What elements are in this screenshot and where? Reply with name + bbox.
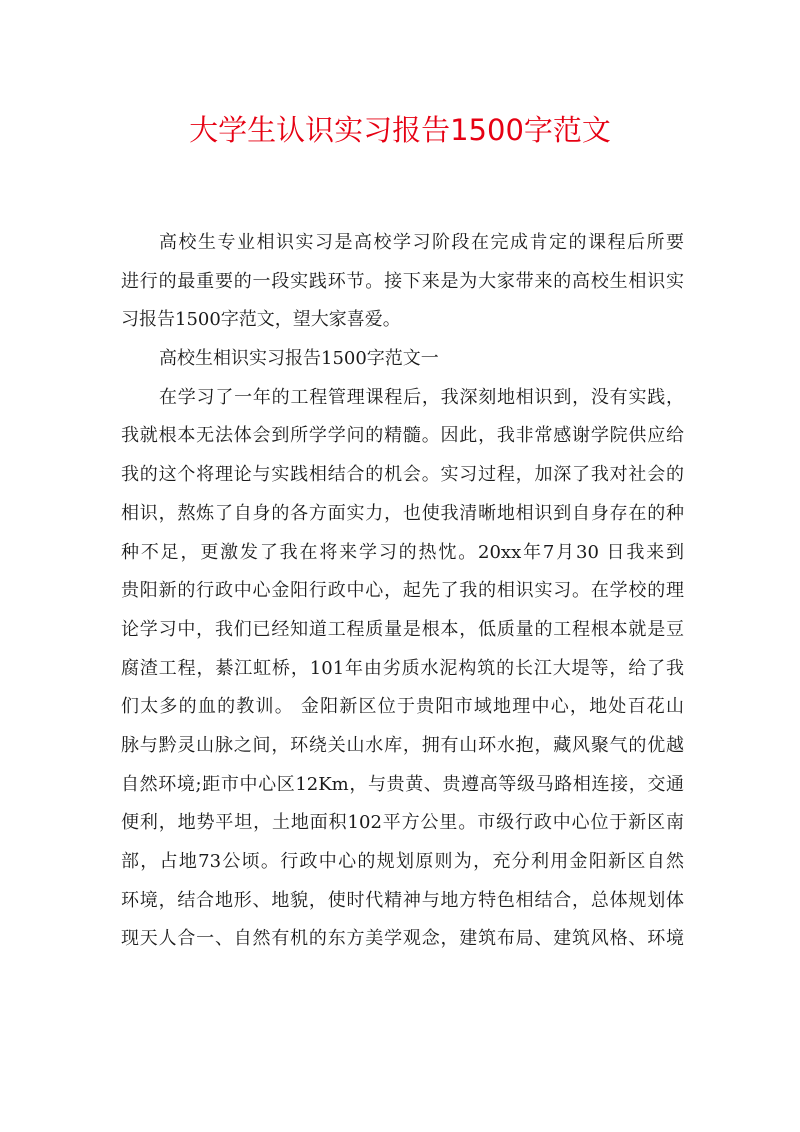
section-heading: 高校生相识实习报告1500字范文一: [159, 348, 439, 370]
paragraph-line: 现天人合一、自然有机的东方美学观念，建筑布局、建筑风格、环境: [121, 928, 684, 950]
paragraph-line: 贵阳新的行政中心金阳行政中心，起先了我的相识实习。在学校的理: [121, 580, 684, 602]
paragraph-line: 进行的最重要的一段实践环节。接下来是为大家带来的高校生相识实: [121, 270, 684, 292]
paragraph-line: 种不足，更激发了我在将来学习的热忱。20xx年7月30 日我来到: [121, 541, 684, 563]
paragraph-line: 高校生专业相识实习是高校学习阶段在完成肯定的课程后所要: [159, 232, 684, 253]
paragraph-line: 相识，熬炼了自身的各方面实力，也使我清晰地相识到自身存在的种: [121, 502, 684, 524]
paragraph-line: 自然环境;距市中心区12Km，与贵黄、贵遵高等级马路相连接，交通: [121, 773, 684, 795]
paragraph-line: 我的这个将理论与实践相结合的机会。实习过程，加深了我对社会的: [121, 464, 684, 486]
paragraph-line: 们太多的血的教训。 金阳新区位于贵阳市域地理中心，地处百花山: [121, 696, 684, 718]
paragraph-line: 我就根本无法体会到所学学问的精髓。因此，我非常感谢学院供应给: [121, 425, 684, 447]
document-title: 大学生认识实习报告1500字范文: [189, 113, 611, 147]
paragraph-line: 脉与黔灵山脉之间，环绕关山水库，拥有山环水抱，藏风聚气的优越: [121, 734, 684, 756]
paragraph-line: 腐渣工程，綦江虹桥，101年由劣质水泥构筑的长江大堤等，给了我: [121, 657, 684, 679]
paragraph-line: 便利，地势平坦，土地面积102平方公里。市级行政中心位于新区南: [121, 812, 684, 834]
paragraph-line: 习报告1500字范文，望大家喜爱。: [121, 309, 401, 331]
paragraph-line: 论学习中，我们已经知道工程质量是根本，低质量的工程根本就是豆: [121, 618, 684, 640]
paragraph-line: 部，占地73公顷。行政中心的规划原则为，充分利用金阳新区自然: [121, 851, 684, 872]
paragraph-line: 在学习了一年的工程管理课程后，我深刻地相识到，没有实践，: [159, 386, 684, 408]
paragraph-line: 环境，结合地形、地貌，使时代精神与地方特色相结合，总体规划体: [121, 889, 684, 911]
document-body: [121, 224, 684, 959]
